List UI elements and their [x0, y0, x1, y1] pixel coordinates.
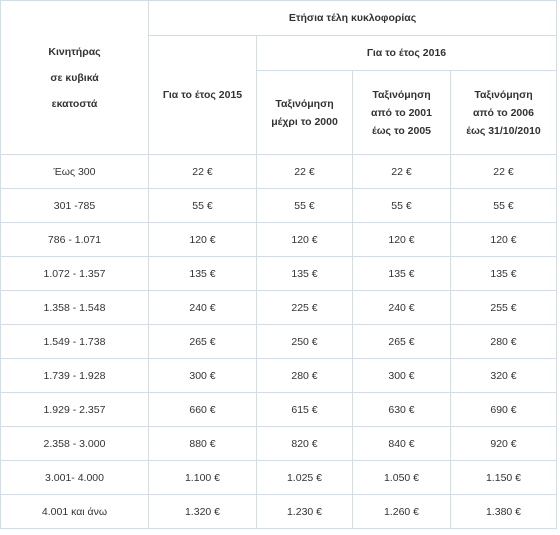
fee-2001-2005-cell: 1.050 € — [353, 461, 451, 495]
cc-cell: 4.001 και άνω — [1, 495, 149, 529]
fee-2015-cell: 880 € — [149, 427, 257, 461]
cc-cell: 3.001- 4.000 — [1, 461, 149, 495]
engine-header-line3: εκατοστά — [51, 97, 98, 110]
cc-cell: 1.549 - 1.738 — [1, 325, 149, 359]
cc-cell: 1.929 - 2.357 — [1, 393, 149, 427]
fee-2001-2005-cell: 300 € — [353, 359, 451, 393]
fee-until-2000-cell: 615 € — [257, 393, 353, 427]
fee-2006-2010-cell: 135 € — [451, 257, 557, 291]
fee-2001-2005-cell: 840 € — [353, 427, 451, 461]
fee-until-2000-cell: 1.230 € — [257, 495, 353, 529]
table-row — [1, 223, 557, 257]
cc-cell: 301 -785 — [1, 189, 149, 223]
table-row — [1, 257, 557, 291]
fee-2006-2010-cell: 1.150 € — [451, 461, 557, 495]
fee-until-2000-cell: 820 € — [257, 427, 353, 461]
table-row — [1, 189, 557, 223]
table-row — [1, 155, 557, 189]
fee-2001-2005-cell: 1.260 € — [353, 495, 451, 529]
cc-cell: 786 - 1.071 — [1, 223, 149, 257]
fee-2006-2010-cell: 22 € — [451, 155, 557, 189]
year-2016-header: Για το έτος 2016 — [257, 36, 557, 71]
cc-cell: 1.358 - 1.548 — [1, 291, 149, 325]
fee-2006-2010-cell: 320 € — [451, 359, 557, 393]
fee-2001-2005-cell: 22 € — [353, 155, 451, 189]
cc-cell: 1.072 - 1.357 — [1, 257, 149, 291]
table-row — [1, 495, 557, 529]
fee-2015-cell: 1.320 € — [149, 495, 257, 529]
fee-2006-2010-cell: 55 € — [451, 189, 557, 223]
fee-2006-2010-cell: 120 € — [451, 223, 557, 257]
fee-until-2000-cell: 1.025 € — [257, 461, 353, 495]
fee-2006-2010-cell: 280 € — [451, 325, 557, 359]
fee-2015-cell: 265 € — [149, 325, 257, 359]
fee-2001-2005-cell: 265 € — [353, 325, 451, 359]
cat2-line3: έως το 2005 — [371, 124, 432, 137]
fee-2006-2010-cell: 920 € — [451, 427, 557, 461]
table-row — [1, 325, 557, 359]
table-row — [1, 461, 557, 495]
fee-2015-cell: 240 € — [149, 291, 257, 325]
cat2-line2: από το 2001 — [371, 106, 432, 119]
cc-cell: 2.358 - 3.000 — [1, 427, 149, 461]
fee-2001-2005-cell: 120 € — [353, 223, 451, 257]
cat2-line1: Ταξινόμηση — [372, 88, 431, 101]
fee-until-2000-cell: 120 € — [257, 223, 353, 257]
category-until-2000-header — [257, 71, 353, 155]
cat1-line2: μέχρι το 2000 — [271, 115, 338, 128]
fee-until-2000-cell: 250 € — [257, 325, 353, 359]
cat3-line3: έως 31/10/2010 — [466, 124, 541, 137]
table-row — [1, 359, 557, 393]
fee-until-2000-cell: 22 € — [257, 155, 353, 189]
fee-until-2000-cell: 55 € — [257, 189, 353, 223]
fee-2015-cell: 55 € — [149, 189, 257, 223]
engine-header-line2: σε κυβικά — [50, 71, 99, 84]
category-2006-2010-header — [451, 71, 557, 155]
fee-2006-2010-cell: 1.380 € — [451, 495, 557, 529]
cat3-line2: από το 2006 — [473, 106, 534, 119]
fee-2001-2005-cell: 630 € — [353, 393, 451, 427]
fee-2015-cell: 22 € — [149, 155, 257, 189]
engine-header-line1: Κινητήρας — [48, 45, 101, 58]
fee-2015-cell: 135 € — [149, 257, 257, 291]
cat1-line1: Ταξινόμηση — [275, 97, 334, 110]
table-row — [1, 393, 557, 427]
annual-fees-header: Ετήσια τέλη κυκλοφορίας — [149, 1, 557, 36]
table-row — [1, 427, 557, 461]
fee-2006-2010-cell: 255 € — [451, 291, 557, 325]
fee-2001-2005-cell: 135 € — [353, 257, 451, 291]
cc-cell: Έως 300 — [1, 155, 149, 189]
fee-2015-cell: 120 € — [149, 223, 257, 257]
fee-2001-2005-cell: 240 € — [353, 291, 451, 325]
fee-until-2000-cell: 280 € — [257, 359, 353, 393]
year-2015-header: Για το έτος 2015 — [149, 36, 257, 155]
fee-2006-2010-cell: 690 € — [451, 393, 557, 427]
fee-2015-cell: 300 € — [149, 359, 257, 393]
fee-until-2000-cell: 225 € — [257, 291, 353, 325]
category-2001-2005-header — [353, 71, 451, 155]
fee-until-2000-cell: 135 € — [257, 257, 353, 291]
fee-2015-cell: 1.100 € — [149, 461, 257, 495]
cat3-line1: Ταξινόμηση — [474, 88, 533, 101]
cc-cell: 1.739 - 1.928 — [1, 359, 149, 393]
fee-2015-cell: 660 € — [149, 393, 257, 427]
fee-2001-2005-cell: 55 € — [353, 189, 451, 223]
table-row — [1, 291, 557, 325]
engine-cc-header — [1, 1, 149, 155]
